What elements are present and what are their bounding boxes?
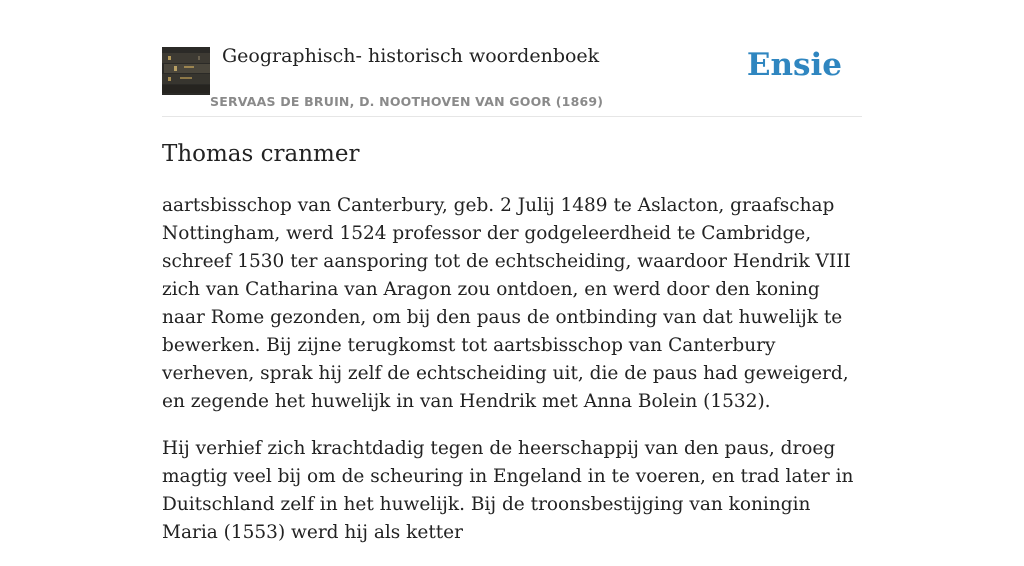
book-spines-icon [162, 47, 210, 95]
source-title[interactable]: Geographisch- historisch woordenboek [222, 45, 600, 67]
source-avatar[interactable] [162, 47, 210, 95]
entry-paragraph: Hij verhief zich krachtdadig tegen de heerschappij van den paus, droeg magtig veel bij om de scheuring in Engeland in te voeren, en trad later in Duitschland zelf in het huwelijk. Bij de troonsbestijging van koningin Maria (1553) werd hij als ketter [162, 438, 854, 543]
source-authors-year: SERVAAS DE BRUIN, D. NOOTHOVEN VAN GOOR (1869) [210, 94, 604, 109]
brand-logo-link[interactable]: Ensie [746, 47, 842, 83]
article-container [162, 0, 862, 543]
source-header [162, 0, 862, 117]
entry-body [162, 192, 862, 566]
entry-title: Thomas cranmer [162, 141, 360, 167]
entry-paragraph: aartsbisschop van Canterbury, geb. 2 Julij 1489 te Aslacton, graafschap Nottingham, werd 1524 professor der godgeleerdheid te Cambridge, schreef 1530 ter aansporing tot de echtscheiding, waardoor Hendrik VIII zich van Catharina van Aragon zou ontdoen, en werd door den koning naar Rome gezonden, om bij den paus de ontbinding van dat huwelijk te bewerken. Bij zijne terugkomst tot aartsbisschop van Canterbury verheven, sprak hij zelf de echtscheiding uit, die de paus had geweigerd, en zegende het huwelijk in van Hendrik met Anna Bolein (1532). [162, 195, 851, 412]
